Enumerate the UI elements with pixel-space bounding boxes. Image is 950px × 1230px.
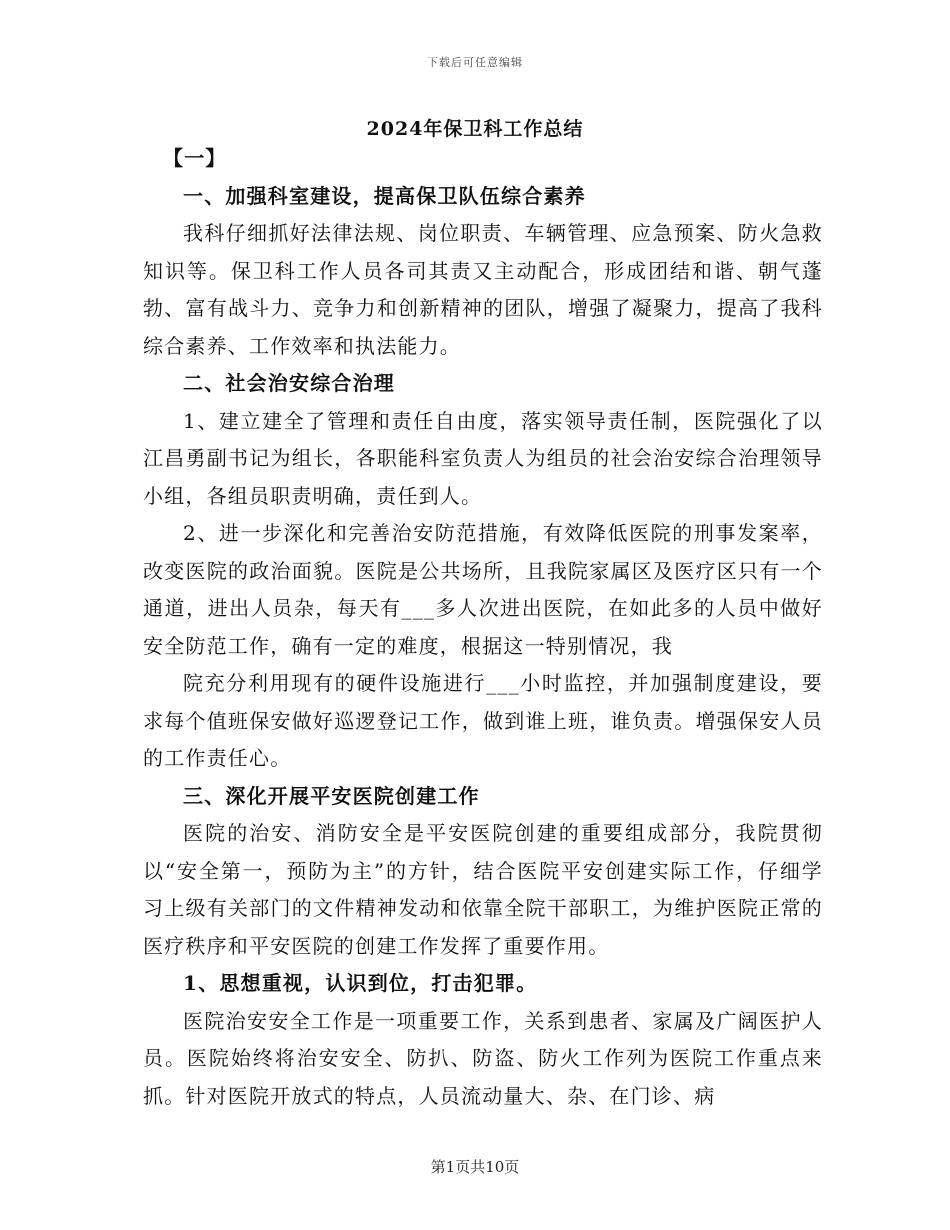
paragraph: 医院治安安全工作是一项重要工作，关系到患者、家属及广阔医护人员。医院始终将治安安全、防扒、防盗、防火工作列为医院工作重点来抓。针对医院开放式的特点，人员流动量大、杂、在门诊、病 (143, 1008, 823, 1108)
paragraph: 医院的治安、消防安全是平安医院创建的重要组成部分，我院贯彻以“安全第一，预防为主”的方针，结合医院平安创建实际工作，仔细学习上级有关部门的文件精神发动和依靠全院干部职工，为维护医院正常的医疗秩序和平安医院的创建工作发挥了重要作用。 (143, 821, 823, 958)
section-heading: 二、社会治安综合治理 (183, 371, 395, 395)
page-number: 第1页共10页 (430, 1158, 520, 1176)
paragraph: 我科仔细抓好法律法规、岗位职责、车辆管理、应急预案、防火急救知识等。保卫科工作人员各司其责又主动配合，形成团结和谐、朝气蓬勃、富有战斗力、竞争力和创新精神的团队，增强了凝聚力，提高了我科综合素养、工作效率和执法能力。 (143, 221, 823, 358)
section-heading: 一、加强科室建设，提高保卫队伍综合素养 (183, 183, 586, 208)
paragraph: 2、进一步深化和完善治安防范措施，有效降低医院的刑事发案率，改变医院的政治面貌。医院是公共场所，且我院家属区及医疗区只有一个通道，进出人员杂，每天有___多人次进出医院，在如此多的人员中做好安全防范工作，确有一定的难度，根据这一特别情况，我 (143, 521, 823, 658)
document-title: 2024年保卫科工作总结 (366, 118, 584, 140)
section-heading: 三、深化开展平安医院创建工作 (183, 783, 480, 808)
paragraph: 1、建立建全了管理和责任自由度，落实领导责任制，医院强化了以江昌勇副书记为组长，各职能科室负责人为组员的社会治安综合治理领导小组，各组员职责明确，责任到人。 (143, 408, 823, 508)
page-header-note: 下载后可任意编辑 (427, 56, 523, 69)
section-mark: 【一】 (163, 146, 227, 170)
paragraph: 院充分利用现有的硬件设施进行___小时监控，并加强制度建设，要求每个值班保安做好巡逻登记工作，做到谁上班，谁负责。增强保安人员的工作责任心。 (143, 671, 823, 770)
subsection-heading: 1、思想重视，认识到位，打击犯罪。 (183, 971, 538, 995)
document-body (143, 140, 823, 1115)
